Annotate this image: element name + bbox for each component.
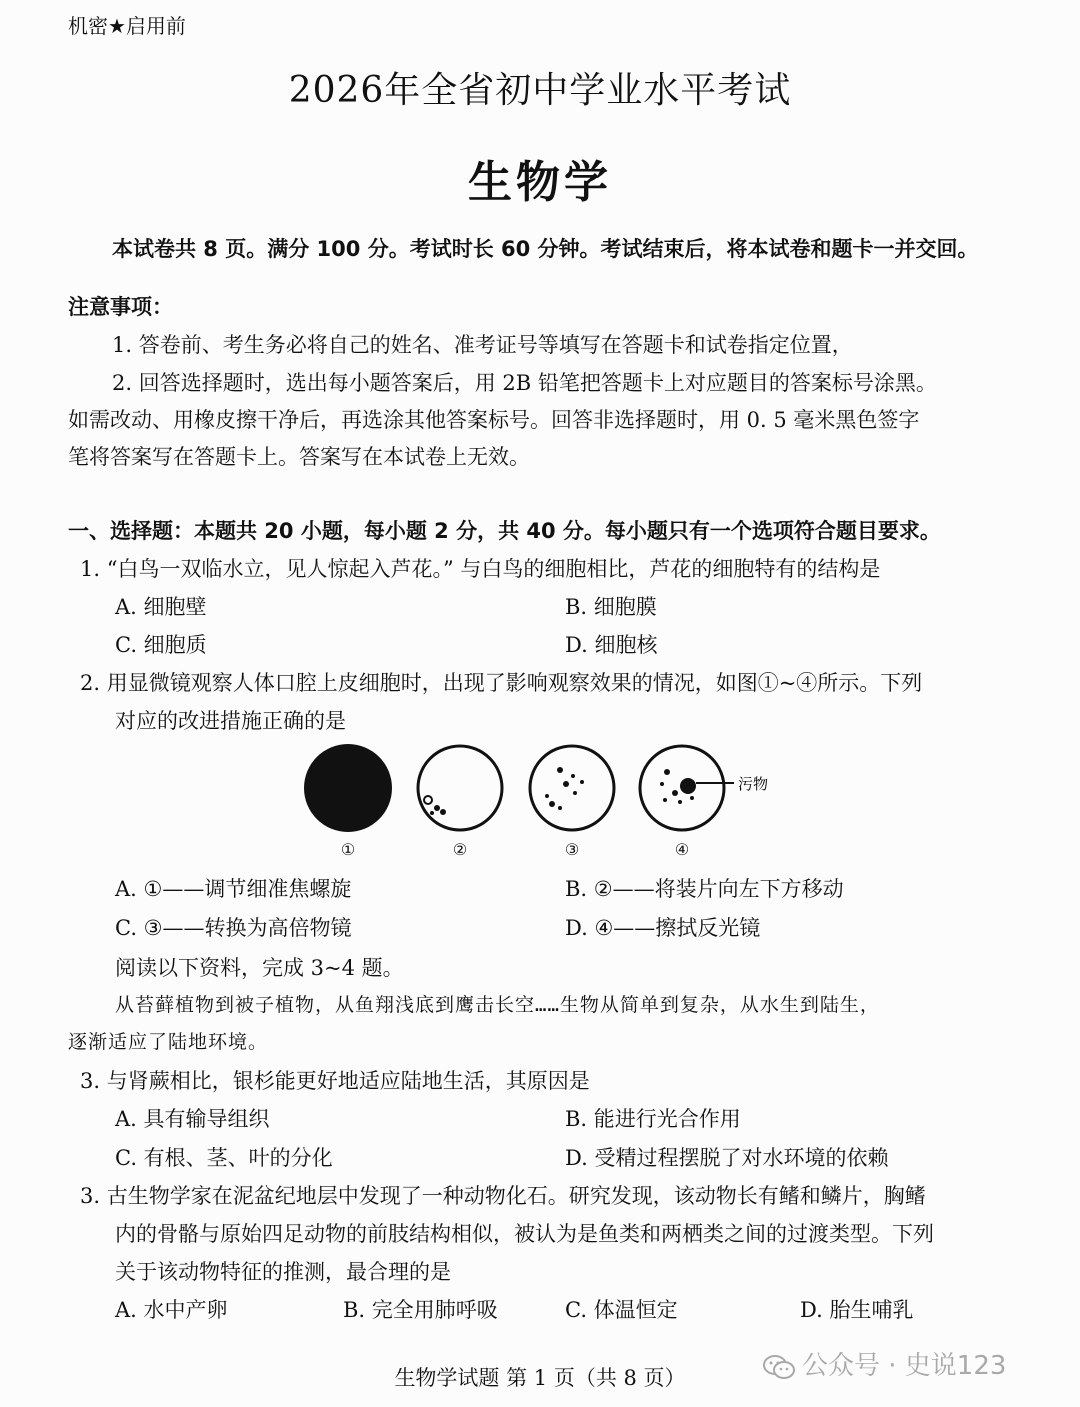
q4-option-a: A. 水中产卵 — [115, 1298, 228, 1322]
reading-passage-line-2: 逐渐适应了陆地环境。 — [68, 1031, 269, 1053]
microscope-figure — [290, 738, 810, 868]
reading-intro: 阅读以下资料，完成 3~4 题。 — [115, 956, 404, 980]
q3-stem: 3. 与肾蕨相比，银杉能更好地适应陆地生活，其原因是 — [80, 1069, 590, 1093]
q3-option-c: C. 有根、茎、叶的分化 — [115, 1146, 333, 1170]
confidential-label: 机密★启用前 — [68, 14, 186, 38]
page-footer: 生物学试题 第 1 页（共 8 页） — [394, 1366, 686, 1390]
q4-option-b: B. 完全用肺呼吸 — [343, 1298, 498, 1322]
q4-option-d: D. 胎生哺乳 — [800, 1298, 914, 1322]
watermark — [762, 1345, 1006, 1382]
figure-label-3: ③ — [564, 840, 580, 859]
q4-stem-line-2: 内的骨骼与原始四足动物的前肢结构相似，被认为是鱼类和两栖类之间的过渡类型。下列 — [115, 1222, 934, 1246]
q3-option-a: A. 具有输导组织 — [115, 1107, 270, 1131]
q1-option-d: D. 细胞核 — [565, 633, 658, 657]
q1-stem: 1. “白鸟一双临水立，见人惊起入芦花。” 与白鸟的细胞相比，芦花的细胞特有的结构是 — [80, 557, 881, 581]
section-heading: 一、选择题：本题共 20 小题，每小题 2 分，共 40 分。每小题只有一个选项符合题目要求。 — [68, 519, 941, 543]
q3-option-d: D. 受精过程摆脱了对水环境的依赖 — [565, 1146, 889, 1170]
figure-label-2: ② — [452, 840, 468, 859]
wechat-icon — [762, 1353, 796, 1381]
field-4 — [640, 746, 768, 830]
exam-title: 2026年全省初中学业水平考试 — [288, 70, 792, 111]
notes-line-4: 笔将答案写在答题卡上。答案写在本试卷上无效。 — [68, 445, 530, 469]
q4-stem-line-3: 关于该动物特征的推测，最合理的是 — [115, 1260, 451, 1284]
q1-option-c: C. 细胞质 — [115, 633, 207, 657]
q2-option-c: C. ③——转换为高倍物镜 — [115, 916, 352, 940]
field-1-dark — [304, 744, 392, 832]
notes-line-3: 如需改动、用橡皮擦干净后，再选涂其他答案标号。回答非选择题时，用 0. 5 毫米黑色签字 — [68, 408, 920, 432]
dirt-annotation: 污物 — [738, 775, 769, 793]
reading-passage-line-1: 从苔藓植物到被子植物，从鱼翔浅底到鹰击长空……生物从简单到复杂，从水生到陆生， — [115, 994, 880, 1016]
watermark-text: 公众号 · 史说123 — [802, 1351, 1007, 1381]
subject-title: 生物学 — [468, 157, 612, 208]
q2-option-d: D. ④——擦拭反光镜 — [565, 916, 761, 940]
figure-label-1: ① — [340, 840, 356, 859]
q3-option-b: B. 能进行光合作用 — [565, 1107, 741, 1131]
q2-option-b: B. ②——将装片向左下方移动 — [565, 877, 844, 901]
q2-option-a: A. ①——调节细准焦螺旋 — [115, 877, 352, 901]
notes-line-1: 1. 答卷前、考生务必将自己的姓名、准考证号等填写在答题卡和试卷指定位置， — [112, 333, 853, 357]
field-2 — [418, 746, 502, 830]
q2-stem-line-2: 对应的改进措施正确的是 — [115, 709, 346, 733]
q4-option-c: C. 体温恒定 — [565, 1298, 678, 1322]
notes-line-2: 2. 回答选择题时，选出每小题答案后，用 2B 铅笔把答题卡上对应题目的答案标号涂黑。 — [112, 371, 937, 395]
q2-stem-line-1: 2. 用显微镜观察人体口腔上皮细胞时，出现了影响观察效果的情况，如图①~④所示。下列 — [80, 671, 923, 695]
q1-option-a: A. 细胞壁 — [115, 595, 207, 619]
q4-stem-line-1: 3. 古生物学家在泥盆纪地层中发现了一种动物化石。研究发现，该动物长有鳍和鳞片，胸鳍 — [80, 1184, 926, 1208]
notes-title: 注意事项： — [68, 295, 173, 319]
exam-intro: 本试卷共 8 页。满分 100 分。考试时长 60 分钟。考试结束后，将本试卷和题卡一并交回。 — [112, 237, 979, 261]
field-3 — [530, 746, 614, 830]
q1-option-b: B. 细胞膜 — [565, 595, 657, 619]
figure-label-4: ④ — [674, 840, 690, 859]
